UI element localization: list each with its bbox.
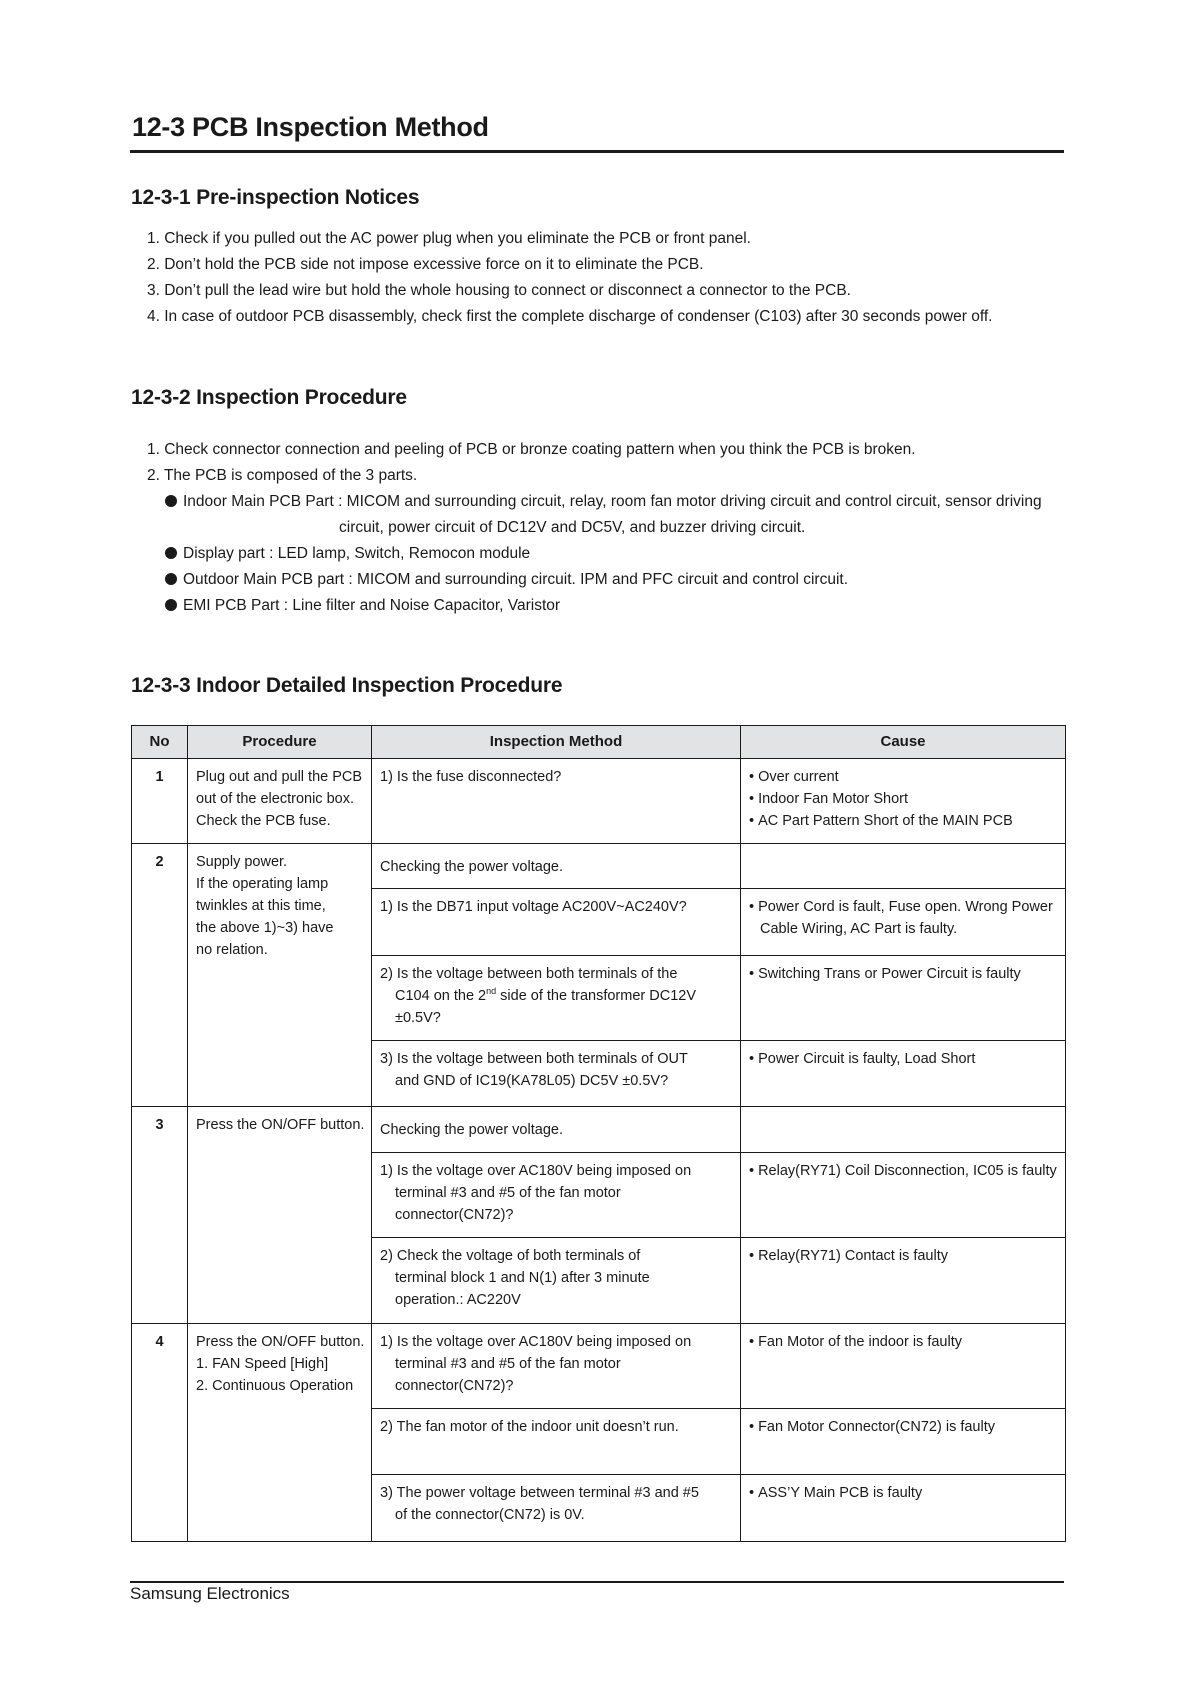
section-title-pre-inspection: 12-3-1 Pre-inspection Notices xyxy=(131,186,420,209)
method-cell: 1) Is the fuse disconnected? xyxy=(372,759,741,844)
cause-cell: • Over current • Indoor Fan Motor Short • AC Part Pattern Short of the MAIN PCB xyxy=(741,759,1066,844)
table-row xyxy=(132,759,1066,844)
cause-cell: • Fan Motor of the indoor is faulty xyxy=(741,1324,1066,1409)
header-inspection-method: Inspection Method xyxy=(372,726,741,759)
method-cell: 3) The power voltage between terminal #3 and #5 of the connector(CN72) is 0V. xyxy=(372,1475,741,1542)
method-cell: 1) Is the DB71 input voltage AC200V~AC240V? xyxy=(372,889,741,956)
page-title: 12-3 PCB Inspection Method xyxy=(132,112,489,142)
section-title-indoor: 12-3-3 Indoor Detailed Inspection Procedure xyxy=(131,674,563,697)
procedure-cell: Supply power. If the operating lamp twinkles at this time, the above 1)~3) have no relation. xyxy=(188,844,372,1107)
table-header-row xyxy=(132,726,1066,759)
method-cell: 1) Is the voltage over AC180V being imposed on terminal #3 and #5 of the fan motor connector(CN72)? xyxy=(372,1153,741,1238)
method-cell: Checking the power voltage. xyxy=(372,844,741,889)
method-cell: 2) The fan motor of the indoor unit doesn’t run. xyxy=(372,1409,741,1475)
cause-cell: • ASS’Y Main PCB is faulty xyxy=(741,1475,1066,1542)
procedure-cell: Plug out and pull the PCB out of the electronic box. Check the PCB fuse. xyxy=(188,759,372,844)
bullet-icon xyxy=(165,495,177,507)
bullet-item: EMI PCB Part : Line filter and Noise Capacitor, Varistor xyxy=(165,595,560,617)
method-cell: 2) Is the voltage between both terminals of the C104 on the 2nd side of the transformer DC12V ±0.5V? xyxy=(372,956,741,1041)
row-number: 2 xyxy=(132,844,188,1107)
list-item: 3. Don’t pull the lead wire but hold the whole housing to connect or disconnect a connector to the PCB. xyxy=(147,282,851,299)
list-item: 1. Check connector connection and peeling of PCB or bronze coating pattern when you think the PCB is broken. xyxy=(147,441,916,458)
cause-cell xyxy=(741,1107,1066,1153)
row-number: 4 xyxy=(132,1324,188,1542)
cause-cell: • Power Cord is fault, Fuse open. Wrong Power Cable Wiring, AC Part is faulty. xyxy=(741,889,1066,956)
inspection-table xyxy=(131,725,1066,1542)
bullet-continuation: circuit, power circuit of DC12V and DC5V, and buzzer driving circuit. xyxy=(339,519,806,536)
section-title-procedure: 12-3-2 Inspection Procedure xyxy=(131,386,407,409)
cause-cell: • Relay(RY71) Coil Disconnection, IC05 is faulty xyxy=(741,1153,1066,1238)
method-cell: 1) Is the voltage over AC180V being imposed on terminal #3 and #5 of the fan motor connector(CN72)? xyxy=(372,1324,741,1409)
method-cell: Checking the power voltage. xyxy=(372,1107,741,1153)
cause-cell xyxy=(741,844,1066,889)
footer-rule xyxy=(130,1581,1064,1583)
footer-brand: Samsung Electronics xyxy=(130,1584,290,1603)
cause-cell: • Power Circuit is faulty, Load Short xyxy=(741,1041,1066,1107)
header-no: No xyxy=(132,726,188,759)
bullet-item: Outdoor Main PCB part : MICOM and surrounding circuit. IPM and PFC circuit and control circuit. xyxy=(165,569,848,591)
procedure-cell: Press the ON/OFF button. 1. FAN Speed [High] 2. Continuous Operation xyxy=(188,1324,372,1542)
cause-cell: • Fan Motor Connector(CN72) is faulty xyxy=(741,1409,1066,1475)
bullet-icon xyxy=(165,573,177,585)
header-cause: Cause xyxy=(741,726,1066,759)
method-cell: 2) Check the voltage of both terminals of terminal block 1 and N(1) after 3 minute operation.: AC220V xyxy=(372,1238,741,1324)
cause-cell: • Relay(RY71) Contact is faulty xyxy=(741,1238,1066,1324)
header-procedure: Procedure xyxy=(188,726,372,759)
method-cell: 3) Is the voltage between both terminals of OUT and GND of IC19(KA78L05) DC5V ±0.5V? xyxy=(372,1041,741,1107)
row-number: 1 xyxy=(132,759,188,844)
row-number: 3 xyxy=(132,1107,188,1324)
table-row xyxy=(132,1107,1066,1153)
bullet-item: Indoor Main PCB Part : MICOM and surrounding circuit, relay, room fan motor driving circuit and control circuit, sensor driving xyxy=(165,491,1042,513)
list-item: 2. The PCB is composed of the 3 parts. xyxy=(147,467,418,484)
procedure-cell: Press the ON/OFF button. xyxy=(188,1107,372,1324)
bullet-icon xyxy=(165,547,177,559)
bullet-icon xyxy=(165,599,177,611)
list-item: 1. Check if you pulled out the AC power plug when you eliminate the PCB or front panel. xyxy=(147,230,751,247)
bullet-item: Display part : LED lamp, Switch, Remocon module xyxy=(165,543,530,565)
list-item: 4. In case of outdoor PCB disassembly, check first the complete discharge of condenser (C103) after 30 seconds power off. xyxy=(147,308,993,325)
table-row xyxy=(132,1324,1066,1409)
table-row xyxy=(132,844,1066,889)
list-item: 2. Don’t hold the PCB side not impose excessive force on it to eliminate the PCB. xyxy=(147,256,704,273)
title-rule xyxy=(130,150,1064,153)
cause-cell: • Switching Trans or Power Circuit is faulty xyxy=(741,956,1066,1041)
